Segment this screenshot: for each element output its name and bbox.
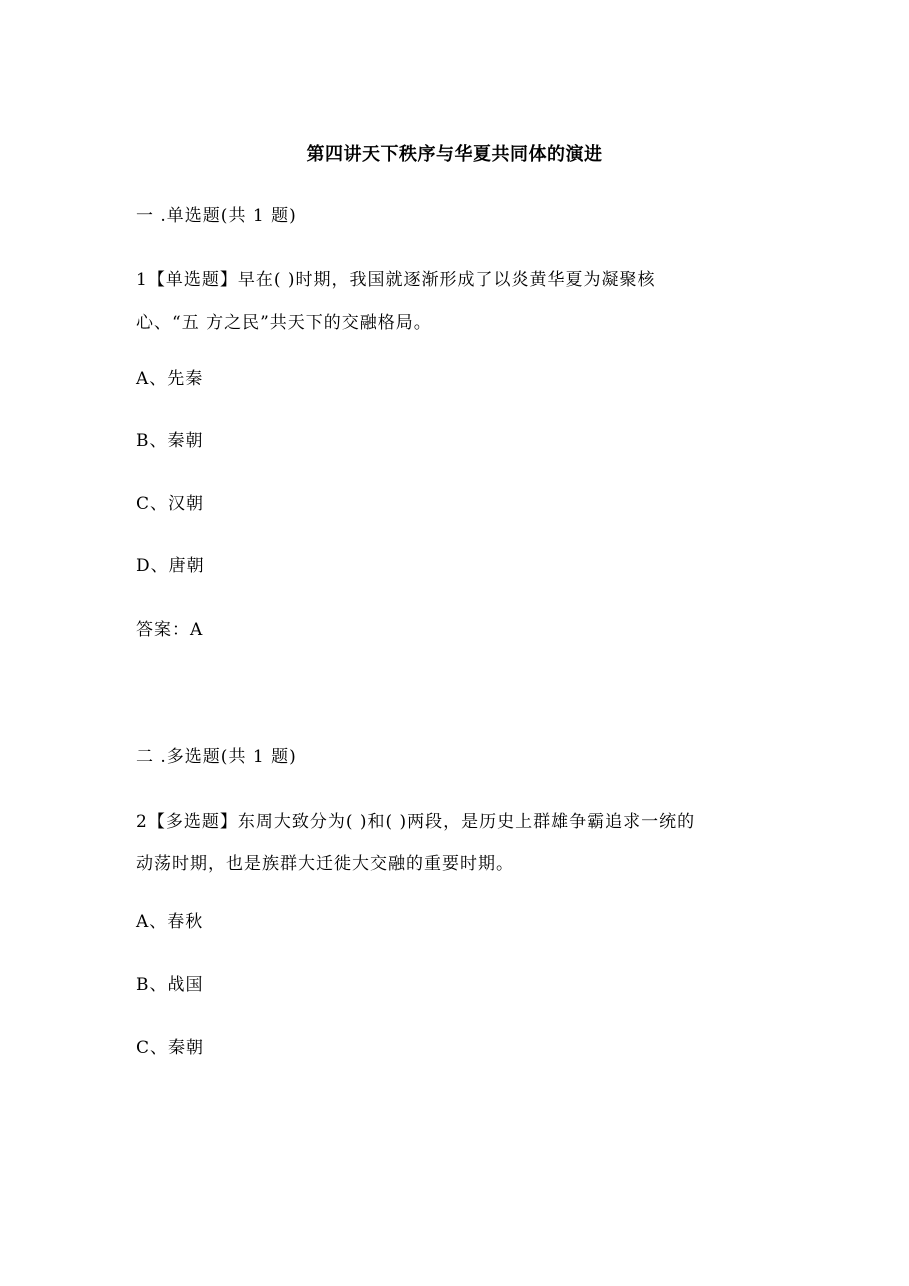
page-title: 第四讲天下秩序与华夏共同体的演进 [306,144,603,165]
question-1-option-b: B、秦朝 [136,431,204,451]
question-1-answer: 答案：A [136,620,204,640]
question-1-option-d: D、唐朝 [136,556,205,576]
question-2-option-a: A、春秋 [136,912,204,932]
question-2-text-line-2: 动荡时期，也是族群大迁徙大交融的重要时期。 [136,854,514,874]
question-1-text-line-1: 1【单选题】早在( )时期，我国就逐渐形成了以炎黄华夏为凝聚核 [136,270,656,290]
question-2-option-c: C、秦朝 [136,1038,205,1058]
question-2-text-line-1: 2【多选题】东周大致分为( )和( )两段，是历史上群雄争霸追求一统的 [136,812,696,832]
question-1-option-c: C、汉朝 [136,494,205,514]
question-1-text-line-2: 心、“五 方之民”共天下的交融格局。 [136,313,432,333]
question-2-option-b: B、战国 [136,975,204,995]
section-heading-multiple-choice: 二 .多选题(共 1 题) [136,747,297,767]
question-1-option-a: A、先秦 [136,369,204,389]
section-heading-single-choice: 一 .单选题(共 1 题) [136,206,297,226]
